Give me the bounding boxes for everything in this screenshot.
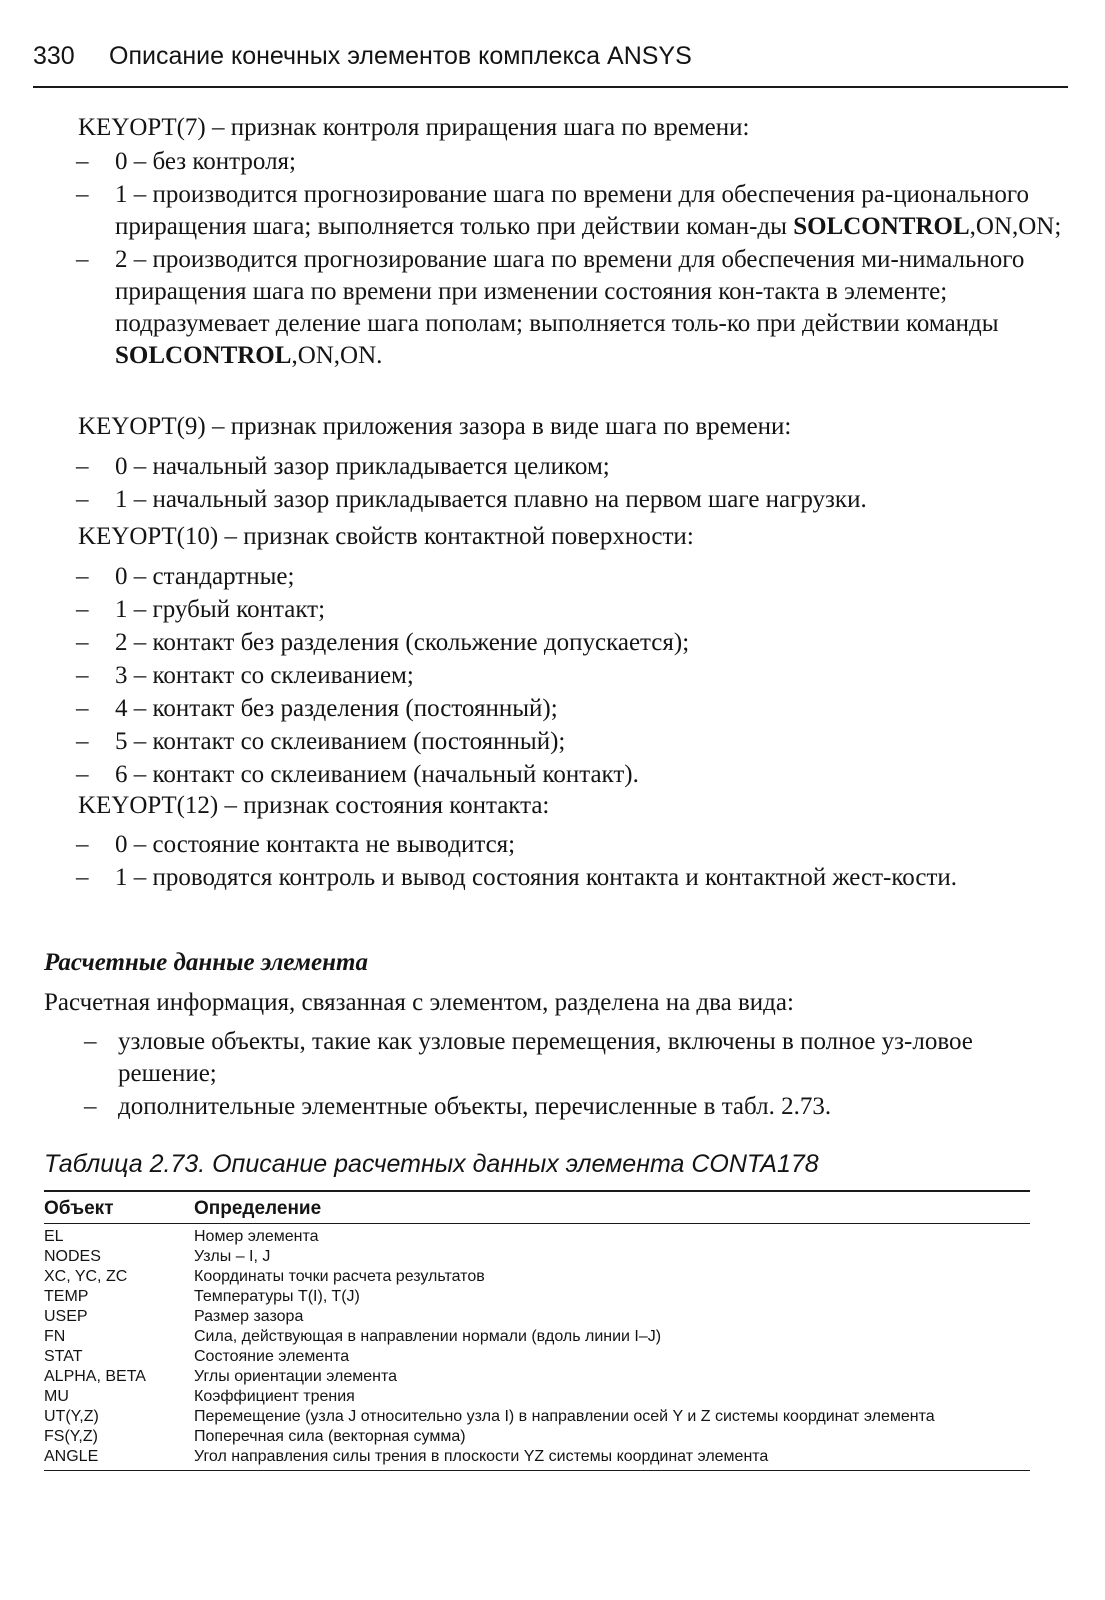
dash-marker: – — [76, 453, 89, 480]
table-row — [44, 1327, 1030, 1347]
command-name: SOLCONTROL — [793, 213, 970, 240]
list-item: – 4 – контакт без разделения (постоянный); — [0, 693, 1105, 725]
definition-cell: Коэффициент трения — [194, 1388, 355, 1405]
keyopt7-list — [0, 146, 1105, 373]
page-number: 330 — [33, 42, 75, 70]
table-row — [44, 1387, 1030, 1407]
keyopt9-title: KEYOPT(9) – признак приложения зазора в виде шага по времени: — [78, 413, 792, 440]
dash-marker: – — [84, 1028, 97, 1055]
object-cell: TEMP — [44, 1288, 89, 1305]
dash-marker: – — [76, 831, 89, 858]
table-row — [44, 1307, 1030, 1327]
dash-marker: – — [76, 728, 89, 755]
table-caption: Таблица 2.73. Описание расчетных данных элемента CONTA178 — [44, 1150, 819, 1178]
keyopt10-list — [0, 561, 1105, 792]
definition-cell: Перемещение (узла J относительно узла I) в направлении осей Y и Z системы координат элемента — [194, 1408, 935, 1425]
table-row — [44, 1224, 1030, 1248]
definition-cell: Номер элемента — [194, 1228, 319, 1245]
table-row — [44, 1447, 1030, 1471]
list-item: – 1 – грубый контакт; — [0, 594, 1105, 626]
table-row — [44, 1247, 1030, 1267]
list-item: – 0 – без контроля; — [0, 146, 1105, 178]
table-header-row — [44, 1191, 1030, 1224]
list-item: – 0 – состояние контакта не выводится; — [0, 829, 1105, 861]
definition-cell: Углы ориентации элемента — [194, 1368, 398, 1385]
dash-marker: – — [76, 662, 89, 689]
definition-cell: Координаты точки расчета результатов — [194, 1268, 485, 1285]
dash-marker: – — [76, 761, 89, 788]
list-item: – 0 – начальный зазор прикладывается целиком; — [0, 451, 1105, 483]
table-row — [44, 1347, 1030, 1367]
running-title: Описание конечных элементов комплекса ANSYS — [109, 42, 692, 70]
list-item: – 3 – контакт со склеиванием; — [0, 660, 1105, 692]
table-row — [44, 1407, 1030, 1427]
object-cell: USEP — [44, 1308, 88, 1325]
dash-marker: – — [76, 563, 89, 590]
keyopt12-list — [0, 829, 1105, 895]
object-cell: ALPHA, BETA — [44, 1368, 146, 1385]
dash-marker: – — [76, 596, 89, 623]
definition-cell: Размер зазора — [194, 1308, 304, 1325]
object-cell: FN — [44, 1328, 66, 1345]
list-item: – 2 – контакт без разделения (скольжение допускается); — [0, 627, 1105, 659]
list-item: – 2 – производится прогнозирование шага по времени для обеспечения ми-нимального приращения шага по времени при изменении состояния кон-такта в элементе; подразумевает деление шага пополам; выполняется толь-ко при действии команды SOLCONTROL,ON,ON. — [76, 246, 1025, 369]
dash-marker: – — [76, 864, 89, 891]
keyopt9-list — [0, 451, 1105, 517]
running-header — [33, 40, 1068, 88]
table-row — [44, 1427, 1030, 1447]
table-row — [44, 1367, 1030, 1387]
section-heading: Расчетные данные элемента — [44, 949, 368, 976]
dash-marker: – — [84, 1093, 97, 1120]
object-cell: NODES — [44, 1248, 101, 1265]
dash-marker: – — [76, 246, 89, 273]
table-row — [44, 1267, 1030, 1287]
definition-cell: Угол направления силы трения в плоскости YZ системы координат элемента — [194, 1447, 1030, 1471]
list-item: – 6 – контакт со склеиванием (начальный контакт). — [0, 759, 1105, 791]
object-cell: FS(Y,Z) — [44, 1428, 98, 1445]
definition-cell: Узлы – I, J — [194, 1248, 271, 1265]
dash-marker: – — [76, 629, 89, 656]
object-cell: ANGLE — [44, 1447, 194, 1471]
dash-marker: – — [76, 486, 89, 513]
list-item: – 0 – стандартные; — [0, 561, 1105, 593]
list-item: – 1 – проводятся контроль и вывод состояния контакта и контактной жест-кости. — [0, 862, 1105, 894]
definition-cell: Поперечная сила (векторная сумма) — [194, 1428, 466, 1445]
object-cell: MU — [44, 1388, 69, 1405]
keyopt12-title: KEYOPT(12) – признак состояния контакта: — [78, 792, 550, 819]
definition-cell: Температуры T(I), T(J) — [194, 1288, 360, 1305]
output-data-table — [44, 1190, 1030, 1471]
column-header-definition: Определение — [194, 1191, 1030, 1224]
definition-cell: Сила, действующая в направлении нормали (вдоль линии I–J) — [194, 1328, 662, 1345]
dash-marker: – — [76, 181, 89, 208]
list-item: – узловые объекты, такие как узловые перемещения, включены в полное уз-ловое решение; — [84, 1028, 973, 1087]
data-table — [44, 1190, 1030, 1471]
object-cell: STAT — [44, 1348, 83, 1365]
list-item: – 5 – контакт со склеиванием (постоянный); — [0, 726, 1105, 758]
column-header-object: Объект — [44, 1191, 194, 1224]
command-name: SOLCONTROL — [115, 342, 292, 369]
list-item: – 1 – производится прогнозирование шага по времени для обеспечения ра-ционального приращения шага; выполняется только при действии коман-ды SOLCONTROL,ON,ON; — [76, 181, 1062, 240]
object-cell: UT(Y,Z) — [44, 1408, 99, 1425]
object-cell: XC, YC, ZC — [44, 1268, 128, 1285]
list-item: – дополнительные элементные объекты, перечисленные в табл. 2.73. — [0, 1091, 1105, 1123]
section-intro: Расчетная информация, связанная с элементом, разделена на два вида: — [44, 989, 794, 1016]
section-list — [0, 1026, 1105, 1124]
definition-cell: Состояние элемента — [194, 1348, 350, 1365]
object-cell: EL — [44, 1228, 64, 1245]
keyopt7-title: KEYOPT(7) – признак контроля приращения шага по времени: — [78, 114, 750, 141]
list-item: – 1 – начальный зазор прикладывается плавно на первом шаге нагрузки. — [0, 484, 1105, 516]
dash-marker: – — [76, 695, 89, 722]
table-row — [44, 1287, 1030, 1307]
dash-marker: – — [76, 148, 89, 175]
keyopt10-title: KEYOPT(10) – признак свойств контактной поверхности: — [78, 523, 694, 550]
